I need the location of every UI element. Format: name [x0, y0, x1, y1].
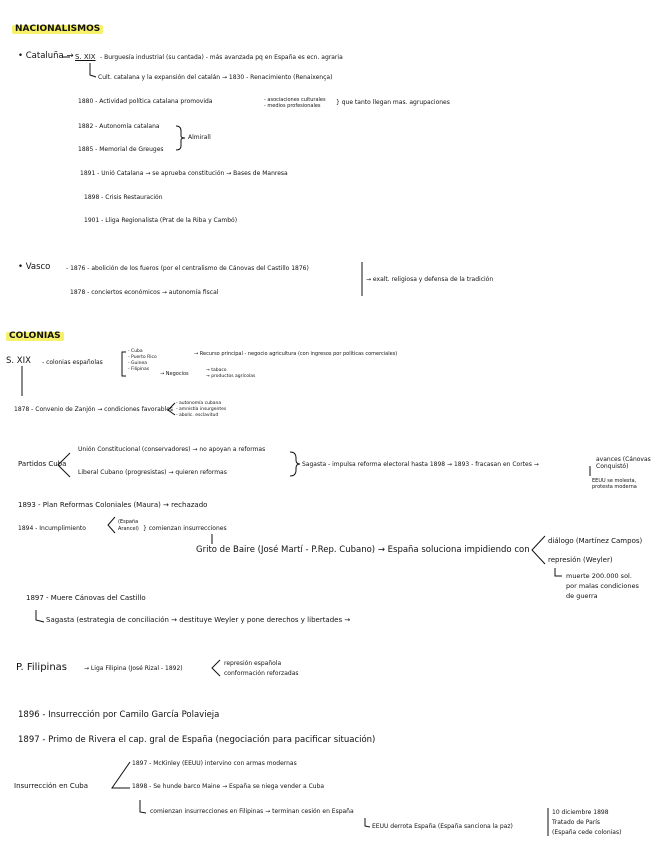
zanjon: 1878 - Convenio de Zanjón → condiciones favorables [14, 406, 174, 413]
cat-1898: 1898 - Crisis Restauración [84, 194, 163, 201]
nacionalismos-heading: NACIONALISMOS [12, 25, 103, 34]
cat-cultura: Cult. catalana y la expansión del catalán → 1830 - Renacimiento (Renaixença) [98, 74, 333, 81]
incumplimiento: 1894 - Incumplimiento [18, 525, 86, 532]
filipinas-arrow: → Negocios [160, 371, 189, 377]
grito-de-baire: Grito de Baire (José Martí - P.Rep. Cubano) → España soluciona impidiendo con [196, 545, 530, 555]
ic-filipinas: comienzan insurrecciones en Filipinas → terminan cesión en España [150, 808, 354, 815]
ic-1897: 1897 - McKinley (EEUU) intervino con armas modernas [132, 760, 297, 767]
polavieja: 1896 - Insurrección por Camilo García Polavieja [18, 710, 220, 720]
vasco-label: • Vasco [18, 262, 51, 272]
colonias-heading: COLONIAS [6, 332, 64, 341]
muere-canovas: 1897 - Muere Cánovas del Castillo [26, 594, 146, 602]
vasco-1876: - 1876 - abolición de los fueros (por el centralismo de Cánovas del Castillo 1876) [66, 265, 309, 272]
s19-text: - colonias españolas [42, 359, 103, 366]
ic-eeuu: EEUU derrota España (España sanciona la paz) [372, 823, 513, 830]
partido-2: Liberal Cubano (progresistas) → quieren reformas [78, 469, 227, 476]
cat-1882: 1882 - Autonomía catalana [78, 123, 160, 130]
cataluna-label: • Cataluña → [18, 51, 74, 61]
tratado-paris: 10 diciembre 1898 Tratado de París (España cede colonias) [552, 809, 622, 836]
cat-1891: 1891 - Unió Catalana → se aprueba constitución → Bases de Manresa [80, 170, 288, 177]
represion-detail: muerte 200.000 sol. por malas condiciones de guerra [566, 572, 639, 600]
filipinas-items: → tabaco → productos agrícolas [206, 368, 256, 379]
partido-1: Unión Constitucional (conservadores) → no apoyan a reformas [78, 446, 266, 453]
cat-1880: 1880 - Actividad política catalana promovida [78, 98, 213, 105]
ic-1898: 1898 - Se hunde barco Maine → España se niega vender a Cuba [132, 783, 325, 790]
dialogo: diálogo (Martínez Campos) [548, 537, 643, 545]
primo-de-rivera: 1897 - Primo de Rivera el cap. gral de España (negociación para pacificar situación) [18, 735, 376, 745]
sagasta-sub: EEUU se molesta, protesta moderna [592, 478, 637, 490]
cat-1885: 1885 - Memorial de Greuges [78, 146, 164, 153]
cat-1880-tail: } que tanto llegan mas. agrupaciones [336, 99, 450, 106]
maura-plan: 1893 - Plan Reformas Coloniales (Maura) → rechazado [18, 501, 208, 509]
cat-brace-label: Almirall [188, 134, 211, 141]
insurreccion-cuba-label: Insurrección en Cuba [14, 782, 88, 790]
partidos-label: Partidos Cuba [18, 460, 67, 468]
zanjon-items: - autonomía cubana - amnistía insurgentes - abolic. esclavitud [176, 401, 227, 418]
s19-label: S. XIX [6, 356, 31, 366]
filipinas-outcomes: represión española conformación reforzadas [224, 660, 299, 677]
sagasta-conciliacion: Sagasta (estrategia de conciliación → destituye Weyler y pone derechos y libertades → [46, 616, 351, 624]
liga-filipina: → Liga Filipina (José Rizal - 1892) [84, 665, 183, 672]
vasco-1878: 1878 - conciertos económicos → autonomía fiscal [70, 289, 219, 296]
represion: represión (Weyler) [548, 556, 613, 564]
filipinas-label: P. Filipinas [16, 662, 67, 673]
cat-s19: S. XIX [75, 53, 96, 61]
insurrecciones: } comienzan insurrecciones [143, 525, 227, 532]
sagasta-text: Sagasta - impulsa reforma electoral hasta 1898 → 1893 - fracasan en Cortes → [302, 461, 539, 468]
cat-1880-list: - asociaciones culturales - medios profesionales [264, 97, 326, 109]
cuba-arrow: → Recurso principal - negocio agricultura (con ingresos por políticas comerciales) [194, 351, 398, 357]
colonias-list: - Cuba - Puerto Rico - Guinea - Filipinas [128, 349, 157, 372]
incumpl-items: (España Arancel) [118, 519, 139, 532]
cat-1901: 1901 - Lliga Regionalista (Prat de la Riba y Cambó) [84, 217, 238, 224]
sagasta-tail: avances (Cánovas Conquistó) [596, 456, 651, 470]
cat-s19-text: - Burguesía industrial (su cantada) - más avanzada pq en España es ecn. agraria [100, 54, 343, 61]
vasco-right: → exalt. religiosa y defensa de la tradición [366, 276, 494, 283]
